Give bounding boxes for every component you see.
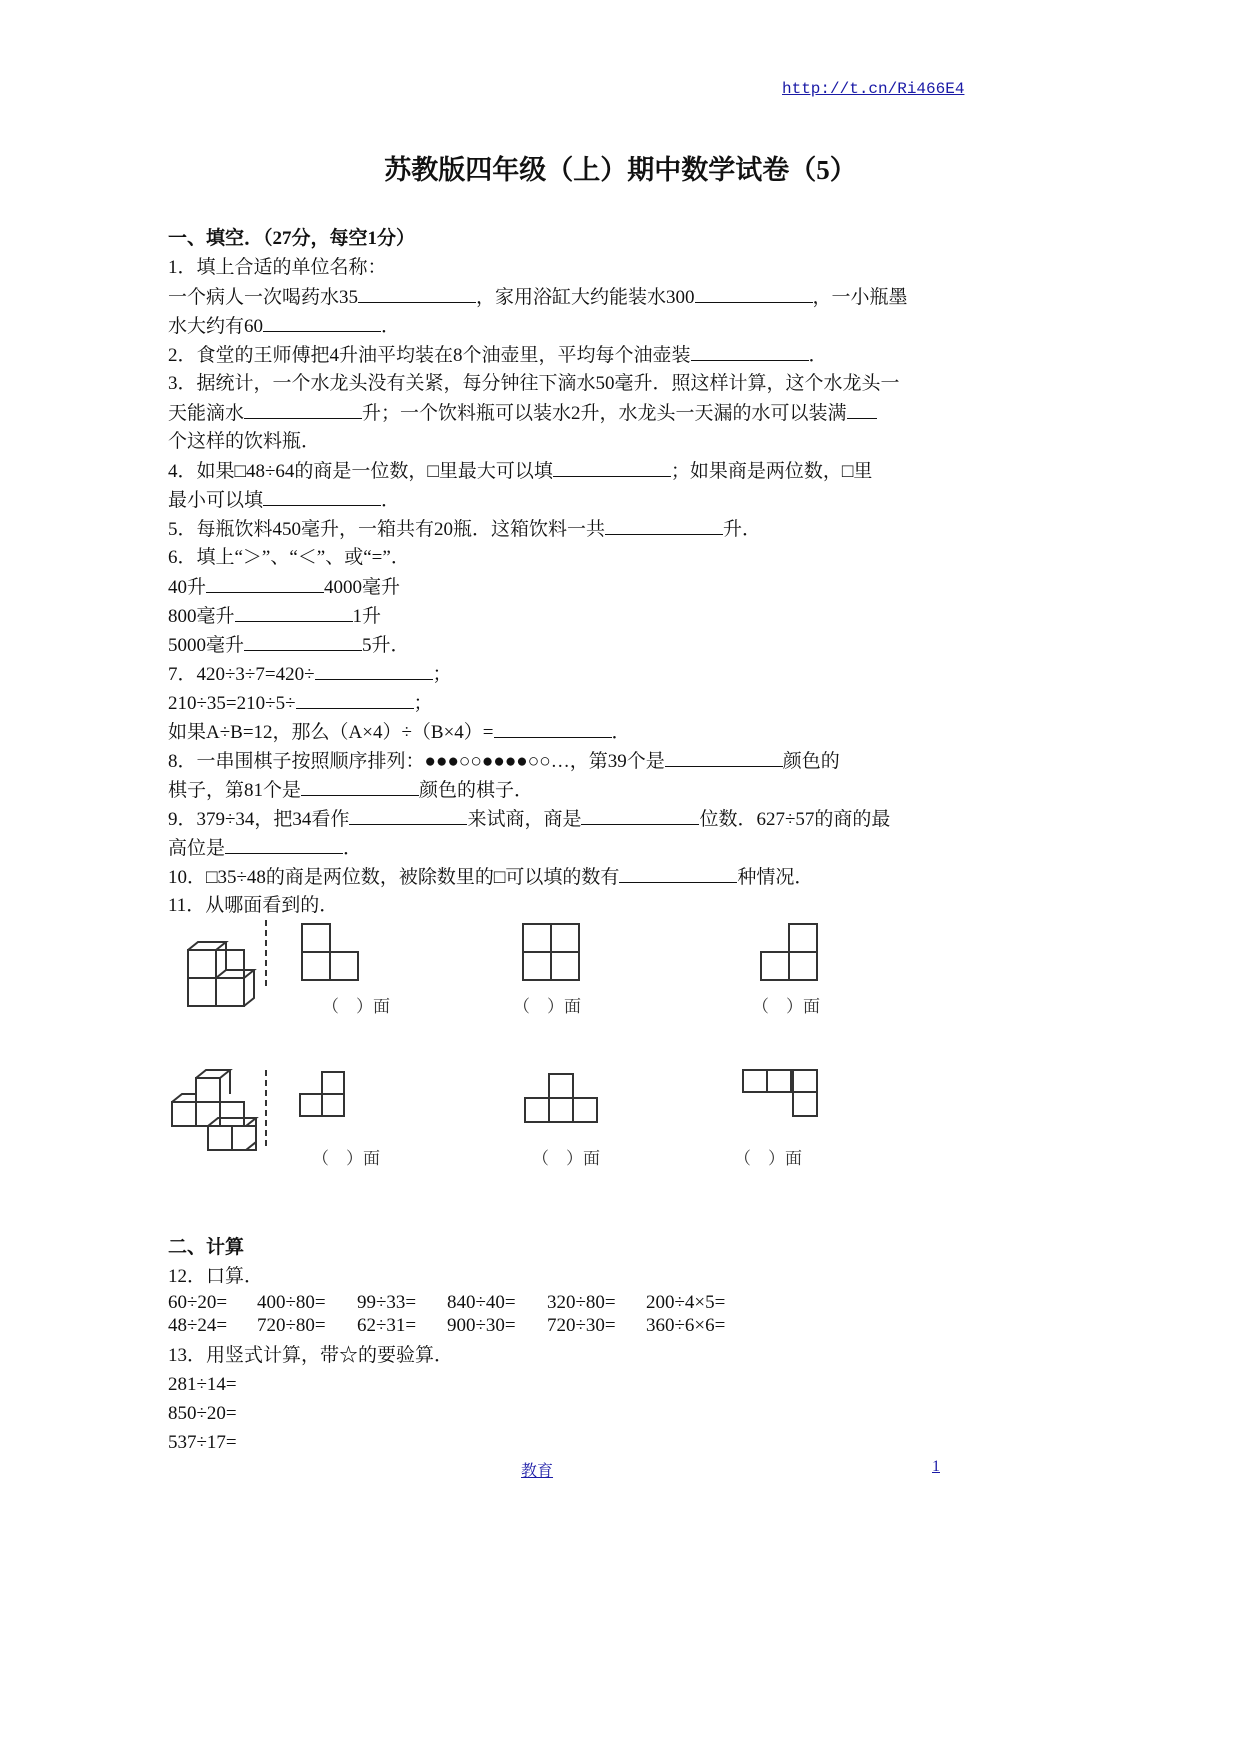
question-line bbox=[168, 833, 948, 862]
answer-blank[interactable] bbox=[263, 311, 381, 332]
question-line bbox=[168, 572, 948, 601]
question-text: 1升 bbox=[352, 606, 382, 627]
question-line bbox=[168, 688, 948, 717]
vertical-calc-item: 850÷20= bbox=[168, 1403, 237, 1424]
view-label-2: （ ）面 bbox=[513, 997, 581, 1017]
oral-calc-item: 200÷4×5= bbox=[646, 1292, 726, 1313]
question-line bbox=[168, 804, 948, 833]
question-text: 位数．627÷57的商的最 bbox=[699, 809, 891, 830]
answer-blank[interactable] bbox=[206, 572, 324, 593]
question-text: ； bbox=[413, 693, 433, 714]
view-label-1: （ ）面 bbox=[322, 997, 390, 1017]
oral-calc-item: 99÷33= bbox=[357, 1292, 417, 1313]
question-text: 1．填上合适的单位名称： bbox=[168, 257, 387, 278]
oral-calc-item: 60÷20= bbox=[168, 1292, 228, 1313]
question-line bbox=[168, 398, 948, 427]
question-line bbox=[168, 311, 948, 340]
oral-calc-item: 48÷24= bbox=[168, 1315, 228, 1336]
question-line bbox=[168, 891, 948, 920]
question-text: 棋子，第81个是 bbox=[168, 780, 302, 801]
vertical-calc-item: 281÷14= bbox=[168, 1374, 237, 1395]
question-text: 来试商，商是 bbox=[467, 809, 582, 830]
question-text: 水大约有60 bbox=[168, 316, 264, 337]
question-text: 种情况． bbox=[737, 867, 814, 888]
section-heading-calc: 二、计算 bbox=[168, 1237, 245, 1258]
answer-blank[interactable] bbox=[315, 659, 433, 680]
answer-blank[interactable] bbox=[553, 456, 671, 477]
question-text: 5．每瓶饮料450毫升，一箱共有20瓶．这箱饮料一共 bbox=[168, 519, 606, 540]
answer-blank[interactable] bbox=[581, 804, 699, 825]
oral-calc-row bbox=[168, 1291, 948, 1314]
view-shape-1 bbox=[302, 924, 358, 980]
question-line bbox=[168, 775, 948, 804]
question-line bbox=[168, 659, 948, 688]
answer-blank[interactable] bbox=[225, 833, 343, 854]
question-line bbox=[168, 485, 948, 514]
answer-blank[interactable] bbox=[349, 804, 467, 825]
question-line bbox=[168, 514, 948, 543]
answer-blank[interactable] bbox=[494, 717, 612, 738]
answer-blank[interactable] bbox=[296, 688, 414, 709]
question-text: ； bbox=[432, 664, 452, 685]
oral-calc-item: 900÷30= bbox=[447, 1315, 516, 1336]
question-text: 一个病人一次喝药水35 bbox=[168, 287, 359, 308]
question-text: 4．如果□48÷64的商是一位数，□里最大可以填 bbox=[168, 461, 553, 482]
footer-link[interactable]: 教育 bbox=[521, 1461, 554, 1480]
cube-solid-1-icon bbox=[188, 942, 254, 1006]
vertical-calc-item: 537÷17= bbox=[168, 1432, 237, 1453]
question-text: 5升． bbox=[362, 635, 410, 656]
question-text: 高位是 bbox=[168, 838, 226, 859]
view-shape-3 bbox=[761, 924, 817, 980]
question-line bbox=[168, 253, 948, 282]
fill-in-questions bbox=[168, 253, 948, 920]
view-label-6: （ ）面 bbox=[734, 1149, 802, 1169]
oral-calc-grid bbox=[168, 1291, 948, 1337]
answer-blank[interactable] bbox=[619, 862, 737, 883]
question-text: ． bbox=[381, 316, 401, 337]
question-line bbox=[168, 717, 948, 746]
question-text: 210÷35=210÷5÷ bbox=[168, 693, 296, 714]
oral-calc-item: 720÷30= bbox=[547, 1315, 616, 1336]
answer-blank[interactable] bbox=[358, 282, 476, 303]
question-line bbox=[168, 543, 948, 572]
oral-calc-item: 62÷31= bbox=[357, 1315, 417, 1336]
oral-calc-row bbox=[168, 1314, 948, 1337]
question-text: ． bbox=[808, 345, 828, 366]
view-shape-5 bbox=[525, 1074, 597, 1122]
question-text: 2．食堂的王师傅把4升油平均装在8个油壶里，平均每个油壶装 bbox=[168, 345, 691, 366]
view-label-5: （ ）面 bbox=[532, 1149, 600, 1169]
question-12: 12．口算． bbox=[168, 1266, 264, 1287]
question-13: 13．用竖式计算，带☆的要验算． bbox=[168, 1345, 454, 1366]
question-text: 11．从哪面看到的． bbox=[168, 895, 339, 916]
question-text: ． bbox=[611, 722, 631, 743]
question-text: 5000毫升 bbox=[168, 635, 245, 656]
question-text: 天能滴水 bbox=[168, 403, 245, 424]
answer-blank[interactable] bbox=[301, 775, 419, 796]
question-text: 4000毫升 bbox=[324, 577, 401, 598]
question-line bbox=[168, 427, 948, 456]
question-line bbox=[168, 601, 948, 630]
question-line bbox=[168, 630, 948, 659]
question-text: 升；一个饮料瓶可以装水2升，水龙头一天漏的水可以装满 bbox=[362, 403, 847, 424]
question-text: 10．□35÷48的商是两位数，被除数里的□可以填的数有 bbox=[168, 867, 620, 888]
oral-calc-item: 360÷6×6= bbox=[646, 1315, 726, 1336]
question-text: 8．一串围棋子按照顺序排列：●●●○○●●●●○○…，第39个是 bbox=[168, 751, 665, 772]
question-line bbox=[168, 282, 948, 311]
section-heading-fill-in: 一、填空．（27分，每空1分） bbox=[168, 228, 416, 249]
view-shape-4 bbox=[300, 1072, 344, 1116]
question-text: ． bbox=[381, 490, 401, 511]
question-text: ，家用浴缸大约能装水300 bbox=[476, 287, 695, 308]
view-label-3: （ ）面 bbox=[752, 997, 820, 1017]
question-text: 升． bbox=[723, 519, 762, 540]
oral-calc-item: 840÷40= bbox=[447, 1292, 516, 1313]
question-text: 7．420÷3÷7=420÷ bbox=[168, 664, 315, 685]
page-title: 苏教版四年级（上）期中数学试卷（5） bbox=[384, 155, 857, 185]
question-text: 个这样的饮料瓶． bbox=[168, 431, 321, 452]
question-text: 最小可以填 bbox=[168, 490, 264, 511]
question-line bbox=[168, 746, 948, 775]
oral-calc-item: 320÷80= bbox=[547, 1292, 616, 1313]
question-line bbox=[168, 862, 948, 891]
question-text: 9．379÷34，把34看作 bbox=[168, 809, 350, 830]
question-text: ． bbox=[343, 838, 363, 859]
answer-blank[interactable] bbox=[244, 398, 362, 419]
question-text: 颜色的棋子． bbox=[419, 780, 534, 801]
view-label-4: （ ）面 bbox=[312, 1149, 380, 1169]
question-text: ；如果商是两位数，□里 bbox=[670, 461, 873, 482]
question-text: 如果A÷B=12，那么（A×4）÷（B×4）= bbox=[168, 722, 494, 743]
oral-calc-item: 720÷80= bbox=[257, 1315, 326, 1336]
question-text: ，一小瓶墨 bbox=[812, 287, 908, 308]
question-text: 颜色的 bbox=[782, 751, 840, 772]
question-text: 800毫升 bbox=[168, 606, 235, 627]
question-line bbox=[168, 340, 948, 369]
answer-blank[interactable] bbox=[847, 398, 877, 419]
header-link[interactable]: http://t.cn/Ri466E4 bbox=[782, 80, 965, 98]
question-text: 6．填上“＞”、“＜”、或“=”． bbox=[168, 547, 410, 568]
answer-blank[interactable] bbox=[695, 282, 813, 303]
answer-blank[interactable] bbox=[691, 340, 809, 361]
answer-blank[interactable] bbox=[244, 630, 362, 651]
cube-solid-2-icon bbox=[172, 1070, 256, 1150]
answer-blank[interactable] bbox=[263, 485, 381, 506]
question-line bbox=[168, 456, 948, 485]
question-line bbox=[168, 369, 948, 398]
answer-blank[interactable] bbox=[665, 746, 783, 767]
view-shape-2 bbox=[523, 924, 579, 980]
page-number[interactable]: 1 bbox=[932, 1458, 940, 1475]
answer-blank[interactable] bbox=[235, 601, 353, 622]
document-body bbox=[168, 224, 948, 1457]
question-text: 3．据统计，一个水龙头没有关紧，每分钟往下滴水50毫升．照这样计算，这个水龙头一 bbox=[168, 373, 900, 394]
view-shape-6 bbox=[743, 1070, 817, 1116]
oral-calc-item: 400÷80= bbox=[257, 1292, 326, 1313]
question-text: 40升 bbox=[168, 577, 207, 598]
view-figures bbox=[168, 920, 948, 1210]
answer-blank[interactable] bbox=[605, 514, 723, 535]
vertical-calc-list bbox=[168, 1370, 948, 1457]
